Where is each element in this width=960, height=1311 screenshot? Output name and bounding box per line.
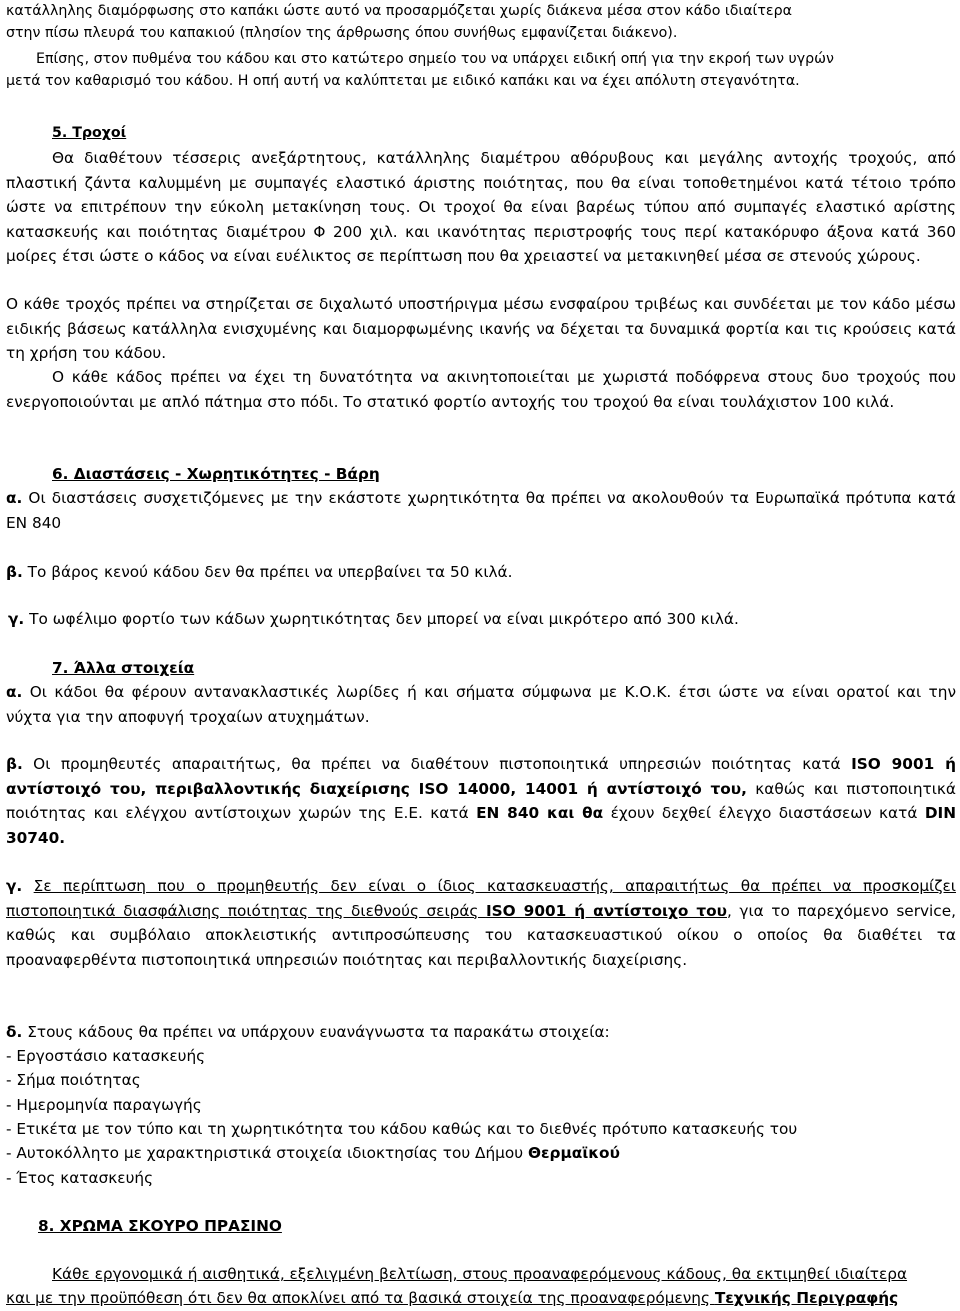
list-item: - Ετικέτα με τον τύπο και τη χωρητικότητα του κάδου καθώς και το διεθνές πρότυπο κατασκευής του	[6, 1120, 798, 1138]
final-line-2-text: και με την προϋπόθεση ότι δεν θα αποκλίνει από τα βασικά στοιχεία της προαναφερόμενης	[6, 1289, 715, 1307]
sec7-item-b-text-3: έχουν δεχθεί έλεγχο διαστάσεων κατά	[603, 804, 925, 822]
sec7-item-b-label: β.	[6, 755, 23, 773]
sec5-paragraph-2: Ο κάθε τροχός πρέπει να στηρίζεται σε διχαλωτό υποστήριγμα μέσω ενσφαίρου τριβέως και συνδέεται με τον κάδο μέσω ειδικής βάσεως κατάλληλα ενισχυμένης και διαμορφωμένης ικανής να δέχεται τα δυναμικά φορτία και τις κρούσεις κατά τη χρήση του κάδου.	[6, 295, 956, 362]
sec4-line-2: στην πίσω πλευρά του καπακιού (πλησίον της άρθρωσης όπου συνήθως εμφανίζεται διάκενο).	[6, 25, 678, 41]
sec7-item-c-iso: ISO 9001 ή αντίστοιχο του	[485, 901, 727, 920]
sec7-item-c	[6, 874, 956, 972]
sec4-line-4: μετά τον καθαρισμό του κάδου. Η οπή αυτή να καλύπτεται με ειδικό καπάκι και να έχει απόλυτη στεγανότητα.	[6, 73, 800, 89]
sec7-item-c-text-2: , για το παρεχόμενο service, καθώς και συμβόλαιο αποκλειστικής αντιπροσώπευσης του κατασκευαστικού οίκου ο οποίος θα διαθέτει τα προαναφερθέντα πιστοποιητικά υπηρεσιών ποιότητας και περιβαλλοντικής διαχείρισης.	[6, 901, 956, 969]
final-line-2-bold: Τεχνικής Περιγραφής	[714, 1289, 899, 1307]
sec6-item-a-text: Οι διαστάσεις συσχετιζόμενες με την εκάστοτε χωρητικότητα θα πρέπει να ακολουθούν τα Ευρωπαϊκά πρότυπα κατά ΕΝ 840	[6, 489, 956, 532]
sec6-item-a	[6, 486, 956, 535]
sec6-item-b	[6, 560, 956, 585]
list-item: - Σήμα ποιότητας	[6, 1071, 141, 1089]
sec6-item-a-label: α.	[6, 489, 23, 507]
sec7-item-a-label: α.	[6, 683, 23, 701]
list-item-municipality: Θερμαϊκού	[528, 1144, 620, 1162]
sec7-item-b-text-1: Οι προμηθευτές απαραιτήτως, θα πρέπει να διαθέτουν πιστοποιητικά υπηρεσιών ποιότητας κατά	[22, 755, 852, 773]
sec7-item-d	[6, 1020, 956, 1045]
sec7-item-a	[6, 680, 956, 729]
sec5-paragraph-3: Ο κάθε κάδος πρέπει να έχει τη δυνατότητα να ακινητοποιείται με χωριστά ποδόφρενα στους δυο τροχούς που ενεργοποιούνται με απλό πάτημα στο πόδι. Το στατικό φορτίο αντοχής του τροχού θα είναι τουλάχιστον 100 κιλά.	[6, 368, 956, 411]
list-item: - Ημερομηνία παραγωγής	[6, 1096, 202, 1114]
list-item: - Έτος κατασκευής	[6, 1169, 154, 1187]
sec7-item-b	[6, 752, 956, 850]
sec7-item-b-text-2: καθώς και πιστοποιητικά ποιότητας και ελέγχου αντίστοιχων χωρών της Ε.Ε. κατά	[6, 779, 956, 822]
sec7-item-a-text: Οι κάδοι θα φέρουν αντανακλαστικές λωρίδες ή και σήματα σύμφωνα με Κ.Ο.Κ. έτσι ώστε να είναι ορατοί και την νύχτα για την αποφυγή τροχαίων ατυχημάτων.	[6, 683, 956, 726]
sec6-item-b-text: Το βάρος κενού κάδου δεν θα πρέπει να υπερβαίνει τα 50 κιλά.	[22, 563, 513, 581]
sec5-paragraph-1: Θα διαθέτουν τέσσερις ανεξάρτητους, κατάλληλης διαμέτρου αθόρυβους και μεγάλης αντοχής τροχούς, από πλαστική ζάντα καλυμμένη με συμπαγές ελαστικό άριστης ποιότητας, που θα είναι τοποθετημένοι κατά τέτοιο τρόπο ώστε να επιτρέπουν την εύκολη μετακίνηση τους. Οι τροχοί θα είναι βαρέως τύπου από συμπαγές ελαστικό αρίστης κατασκευής και ποιότητας διαμέτρου Φ 200 χιλ. και ικανότητας περιστροφής τους περί κατακόρυφο άξονα κατά 360 μοίρες έτσι ώστε ο κάδος να είναι ευέλικτος σε περίπτωση που θα χρειαστεί να μετακινηθεί μέσα σε στενούς χώρους.	[6, 149, 956, 265]
sec7-item-b-standards: ISO 9001 ή αντίστοιχό του, περιβαλλοντικής διαχείρισης ISO 14000, 14001 ή αντίστοιχό του,	[6, 755, 956, 798]
sec7-heading: 7. Άλλα στοιχεία	[52, 659, 195, 677]
list-item-text: - Αυτοκόλλητο με χαρακτηριστικά στοιχεία ιδιοκτησίας του Δήμου	[6, 1144, 528, 1162]
list-item	[6, 1141, 956, 1166]
sec8-heading: 8. ΧΡΩΜΑ ΣΚΟΥΡΟ ΠΡΑΣΙΝΟ	[38, 1217, 282, 1235]
sec7-item-b-din: DIN 30740.	[6, 804, 957, 847]
final-line-1: Κάθε εργονομικά ή αισθητικά, εξελιγμένη βελτίωση, στους προαναφερόμενους κάδους, θα εκτιμηθεί ιδιαίτερα	[52, 1265, 908, 1283]
list-item: - Εργοστάσιο κατασκευής	[6, 1047, 206, 1065]
sec7-item-c-text-1: Σε περίπτωση που ο προμηθευτής δεν είναι ο ίδιος κατασκευαστής, απαραιτήτως θα πρέπει να προσκομίζει πιστοποιητικά διασφάλισης ποιότητας της διεθνούς σειράς	[6, 877, 956, 920]
final-line-2	[6, 1286, 956, 1311]
sec6-item-b-label: β.	[6, 563, 23, 581]
sec6-item-c	[8, 607, 958, 632]
sec7-item-c-label: γ.	[6, 877, 23, 895]
sec7-item-d-text: Στους κάδους θα πρέπει να υπάρχουν ευανάγνωστα τα παρακάτω στοιχεία:	[22, 1023, 610, 1041]
sec5-heading: 5. Τροχοί	[52, 125, 127, 141]
sec7-item-d-label: δ.	[6, 1023, 23, 1041]
sec4-line-1: κατάλληλης διαμόρφωσης στο καπάκι ώστε αυτό να προσαρμόζεται χωρίς διάκενα μέσα στον κάδο ιδιαίτερα	[6, 3, 792, 19]
sec7-item-b-en840: ΕΝ 840 και θα	[476, 804, 604, 822]
sec4-line-3: Επίσης, στον πυθμένα του κάδου και στο κατώτερο σημείο του να υπάρχει ειδική οπή για την εκροή των υγρών	[36, 51, 834, 67]
sec6-item-c-label: γ.	[8, 610, 25, 628]
sec6-item-c-text: Το ωφέλιμο φορτίο των κάδων χωρητικότητας δεν μπορεί να είναι μικρότερο από 300 κιλά.	[24, 610, 739, 628]
sec6-heading: 6. Διαστάσεις - Χωρητικότητες - Βάρη	[52, 465, 380, 483]
